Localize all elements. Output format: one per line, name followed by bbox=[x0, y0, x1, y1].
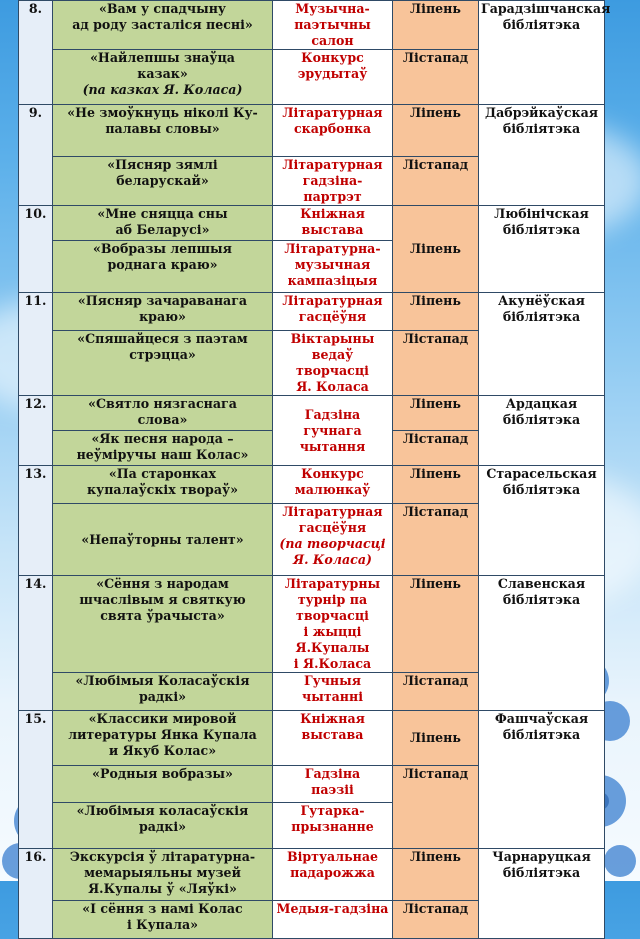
event-form: Літаратурная гасцёўня bbox=[273, 293, 393, 331]
event-title: «Святло нязгаснага слова» bbox=[53, 396, 273, 431]
event-month: Ліпень bbox=[393, 105, 479, 157]
event-month: Ліпень bbox=[393, 396, 479, 431]
event-form: Літаратурная скарбонка bbox=[273, 105, 393, 157]
library-name: Любінічская бібліятэка bbox=[479, 206, 605, 293]
event-month: Ліпень bbox=[393, 293, 479, 331]
event-form: Кніжная выстава bbox=[273, 711, 393, 766]
event-title: «І сёння з намі Колас і Купала» bbox=[53, 901, 273, 939]
event-title: «Найлепшы знаўца казак» bbox=[90, 50, 235, 81]
event-form: Літаратурная гасцёўня bbox=[282, 504, 383, 535]
event-month: Лістапад bbox=[393, 331, 479, 396]
event-title: «Пясняр зямлі беларускай» bbox=[53, 157, 273, 206]
row-number: 15. bbox=[19, 711, 53, 849]
event-form: Кніжная выстава bbox=[273, 206, 393, 241]
event-title: «Сёння з народам шчаслівым я святкую свята ўрачыста» bbox=[53, 576, 273, 673]
table-row bbox=[19, 466, 605, 504]
event-month: Лістапад bbox=[393, 50, 479, 105]
event-month: Ліпень bbox=[393, 466, 479, 504]
event-month: Ліпень bbox=[393, 576, 479, 673]
library-name: Славенская бібліятэка bbox=[479, 576, 605, 711]
event-month: Ліпень bbox=[393, 849, 479, 901]
event-form: Гутарка- прызнанне bbox=[273, 803, 393, 849]
table-row bbox=[19, 849, 605, 901]
library-name: Акунёўская бібліятэка bbox=[479, 293, 605, 396]
event-title: «Непаўторны талент» bbox=[53, 504, 273, 576]
row-number: 8. bbox=[19, 1, 53, 105]
event-form: Гадзіна гучнага чытання bbox=[273, 396, 393, 466]
row-number: 9. bbox=[19, 105, 53, 206]
library-name: Ардацкая бібліятэка bbox=[479, 396, 605, 466]
event-form: Конкурс малюнкаў bbox=[273, 466, 393, 504]
table-row bbox=[19, 206, 605, 241]
event-form: Літаратурна- музычная кампазіцыя bbox=[273, 241, 393, 293]
event-form-note: (па творчасці Я. Коласа) bbox=[279, 536, 386, 567]
event-title: «Не змоўкнуць ніколі Ку- палавы словы» bbox=[53, 105, 273, 157]
event-month: Лістапад bbox=[393, 157, 479, 206]
event-form: Літаратурная гадзіна-партрэт bbox=[273, 157, 393, 206]
event-month: Лістапад bbox=[393, 431, 479, 466]
row-number: 10. bbox=[19, 206, 53, 293]
event-title: «Пясняр зачараванага краю» bbox=[53, 293, 273, 331]
event-form: Віртуальнае падарожжа bbox=[273, 849, 393, 901]
event-form: Медыя-гадзіна bbox=[273, 901, 393, 939]
event-form: Конкурс эрудытаў bbox=[273, 50, 393, 105]
library-name: Старасельская бібліятэка bbox=[479, 466, 605, 576]
event-title: «Мне сняцца сны аб Беларусі» bbox=[53, 206, 273, 241]
event-month: Лістапад bbox=[393, 504, 479, 576]
event-title-cell bbox=[53, 50, 273, 105]
event-title: «Спяшайцеся з паэтам стрэцца» bbox=[53, 331, 273, 396]
table-row bbox=[19, 396, 605, 431]
event-form: Гучныя чытанні bbox=[273, 673, 393, 711]
event-title: «Вам у спадчыну ад роду засталіся песні» bbox=[53, 1, 273, 50]
table-row bbox=[19, 105, 605, 157]
event-title: «Родныя вобразы» bbox=[53, 766, 273, 803]
event-month: Ліпень bbox=[393, 206, 479, 293]
event-month: Ліпень bbox=[393, 1, 479, 50]
event-month: Лістапад bbox=[393, 766, 479, 849]
table-row bbox=[19, 1, 605, 50]
row-number: 16. bbox=[19, 849, 53, 939]
row-number: 14. bbox=[19, 576, 53, 711]
event-month: Лістапад bbox=[393, 901, 479, 939]
event-form: Віктарыны ведаў творчасці Я. Коласа bbox=[273, 331, 393, 396]
event-form: Гадзіна паэзіі bbox=[273, 766, 393, 803]
event-form: Літаратурны турнір па творчасці і жыцці Я.Купалы і Я.Коласа bbox=[273, 576, 393, 673]
event-title: «Вобразы лепшыя роднага краю» bbox=[53, 241, 273, 293]
row-number: 12. bbox=[19, 396, 53, 466]
table-row bbox=[19, 576, 605, 673]
event-title: «Любімыя коласаўскія радкі» bbox=[53, 803, 273, 849]
library-name: Чарнаруцкая бібліятэка bbox=[479, 849, 605, 939]
table-row bbox=[19, 293, 605, 331]
events-table bbox=[18, 0, 611, 939]
event-title: «Па старонках купалаўскіх твораў» bbox=[53, 466, 273, 504]
event-title: Экскурсія ў літаратурна- мемарыяльны музей Я.Купалы ў «Ляўкі» bbox=[53, 849, 273, 901]
event-month: Ліпень bbox=[393, 711, 479, 766]
event-form-cell bbox=[273, 504, 393, 576]
library-name: Дабрэйкаўская бібліятэка bbox=[479, 105, 605, 206]
row-number: 13. bbox=[19, 466, 53, 576]
event-title: «Як песня народа – неўміручы наш Колас» bbox=[53, 431, 273, 466]
event-month: Лістапад bbox=[393, 673, 479, 711]
library-name: Гарадзішчанская бібліятэка bbox=[479, 1, 605, 105]
table-row bbox=[19, 711, 605, 766]
event-title-note: (па казках Я. Коласа) bbox=[82, 82, 243, 97]
event-title: «Любімыя Коласаўскія радкі» bbox=[53, 673, 273, 711]
event-title: «Классики мировой литературы Янка Купала и Якуб Колас» bbox=[53, 711, 273, 766]
library-name: Фашчаўская бібліятэка bbox=[479, 711, 605, 849]
row-number: 11. bbox=[19, 293, 53, 396]
event-form: Музычна- паэтычны салон bbox=[273, 1, 393, 50]
